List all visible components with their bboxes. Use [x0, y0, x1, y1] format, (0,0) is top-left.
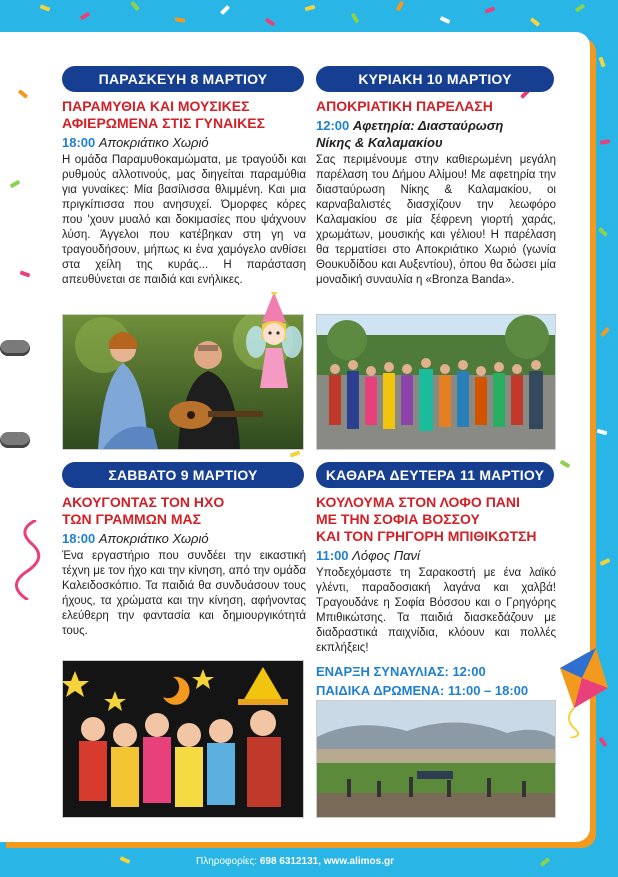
event-friday [62, 98, 306, 288]
confetti [560, 460, 571, 468]
footer-website-link[interactable]: www.alimos.gr [323, 856, 394, 867]
binder-ring [0, 432, 30, 448]
kids-activities: ΠΑΙΔΙΚΑ ΔΡΩΜΕΝΑ: 11:00 – 18:00 [316, 683, 529, 698]
confetti [20, 270, 31, 277]
fairy-illustration [244, 292, 304, 390]
event-saturday [62, 494, 306, 639]
event-place: Αφετηρία: Διασταύρωση [352, 118, 504, 133]
confetti [18, 89, 28, 98]
event-sunday [316, 98, 556, 288]
event-description: Σας περιμένουμε στην καθιερωμένη μεγάλη παρέλαση του Δήμου Αλίμου! Με αφετηρία την διασταύρωση Νίκης & Καλαμακίου, οι καρναβαλιστές διασχίζουν την λεωφόρο Καλαμακίου σε μία ξέφρενη γιορτή χαράς, χρωμάτων, μουσικής και γέλιου! Η παρέλαση θα τερματίσει στο Αποκριάτικο Χωριό (γωνία Θουκυδίδου και Αυξεντίου), όπου θα δώσει μία μοναδική συναυλία η «Bronza Banda». [316, 154, 556, 286]
event-time: 18:00 [62, 531, 96, 546]
photo-kids-costumes [62, 660, 304, 818]
confetti [10, 180, 21, 188]
event-title-line-2: ΑΦΙΕΡΩΜΕΝΑ ΣΤΙΣ ΓΥΝΑΙΚΕΣ [62, 115, 265, 131]
event-time: 12:00 [316, 118, 350, 133]
event-place: Αποκριάτικο Χωριό [98, 531, 209, 546]
footer-label: Πληροφορίες: [196, 856, 258, 867]
event-title-line-2: ΜΕ ΤΗΝ ΣΟΦΙΑ ΒΟΣΣΟΥ [316, 511, 480, 527]
section-header-monday: ΚΑΘΑΡΑ ΔΕΥΤΕΡΑ 11 ΜΑΡΤΙΟΥ [316, 462, 554, 488]
event-title-line-2: ΤΩΝ ΓΡΑΜΜΩΝ ΜΑΣ [62, 511, 202, 527]
event-title-line-1: ΑΠΟΚΡΙΑΤΙΚΗ ΠΑΡΕΛΑΣΗ [316, 98, 493, 114]
photo-parade [316, 314, 556, 450]
event-time: 18:00 [62, 135, 96, 150]
event-place: Λόφος Πανί [352, 548, 420, 563]
event-title-line-3: ΚΑΙ ΤΟΝ ΓΡΗΓΟΡΗ ΜΠΙΘΙΚΩΤΣΗ [316, 528, 537, 544]
event-description: Υποδεχόμαστε τη Σαρακοστή με ένα λαϊκό γλέντι, παραδοσιακή λαγάνα και χαλβά! Τραγουδάνε η Σοφία Βόσσου και ο Γρηγόρης Μπιθικώτσης. Τα παιδιά διασκεδάζουν με διαδραστικά παιχνίδια, κλόουν και πολλές εκπλήξεις! [316, 567, 556, 654]
event-title-line-1: ΑΚΟΥΓΟΝΤΑΣ ΤΟΝ ΗΧΟ [62, 494, 225, 510]
section-header-saturday: ΣΑΒΒΑΤΟ 9 ΜΑΡΤΙΟΥ [62, 462, 304, 488]
event-description: Η ομάδα Παραμυθοκαμώματα, με τραγούδι και ρυθμούς αλλοτινούς, μας διηγείται παραμύθια για γυναίκες: Μία βασίλισσα θλιμμένη. Και μια πριγκίπισσα που ανησυχεί. Όμορφες κόρες που 'χουν μυαλό και δοκιμασίες που ψάχνουν λύση. Άγγελοι που κατέβηκαν στη γη να τραγουδήσουν, μήπως κι ένα χαμόγελο ανθίσει στα χείλη της κυράς... Η παράσταση απευθύνεται σε παιδιά και ενήλικες. [62, 154, 306, 286]
event-title-line-1: ΠΑΡΑΜΥΘΙΑ ΚΑΙ ΜΟΥΣΙΚΕΣ [62, 98, 250, 114]
event-title-line-1: ΚΟΥΛΟΥΜΑ ΣΤΟΝ ΛΟΦΟ ΠΑΝΙ [316, 494, 520, 510]
event-time: 11:00 [316, 548, 349, 563]
kite-illustration [552, 648, 614, 738]
photo-hill-pani [316, 700, 556, 818]
event-place-line-2: Νίκης & Καλαμακίου [316, 135, 443, 150]
footer-info [0, 856, 590, 867]
concert-start: ΕΝΑΡΞΗ ΣΥΝΑΥΛΙΑΣ: 12:00 [316, 664, 486, 679]
section-header-friday: ΠΑΡΑΣΚΕΥΗ 8 ΜΑΡΤΙΟΥ [62, 66, 304, 92]
ribbon-decoration [6, 520, 46, 600]
event-monday [316, 494, 556, 700]
section-header-sunday: ΚΥΡΙΑΚΗ 10 ΜΑΡΤΙΟΥ [316, 66, 554, 92]
event-description: Ένα εργαστήριο που συνδέει την εικαστική τέχνη με τον ήχο και την κίνηση, από την ομάδα Καλειδοσκόπιο. Τα παιδιά θα συνδυάσουν τους ήχους, τα χρώματα και την κίνηση, αφήνοντας ελεύθερη την φαντασία και δημιουργικότητά τους. [62, 550, 306, 637]
binder-ring [0, 340, 30, 356]
confetti [290, 450, 301, 457]
footer-phone: 698 6312131, [259, 856, 321, 867]
event-place: Αποκριάτικο Χωριό [98, 135, 209, 150]
